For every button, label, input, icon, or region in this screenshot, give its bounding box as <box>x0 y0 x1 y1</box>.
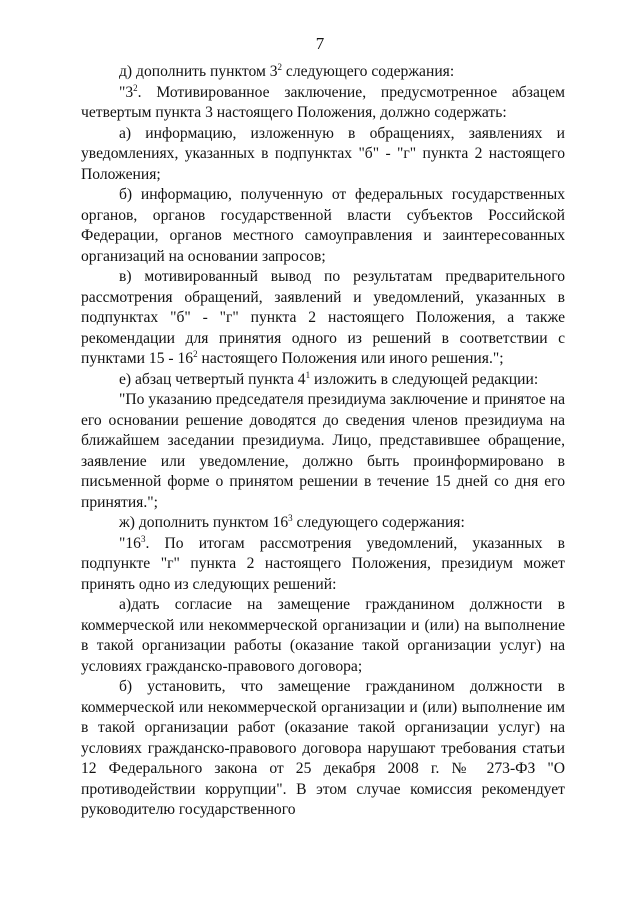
paragraph-decision-a: а)дать согласие на замещение гражданином должности в коммерческой или некоммерческой организации и (или) на выполнение в такой организации работы (оказание такой организации услуг) на условиях гражданско-правового договора; <box>81 596 565 675</box>
paragraph-subitem-v: в) мотивированный вывод по результатам предварительного рассмотрения обращений, заявлений и уведомлений, указанных в подпунктах "б" - "г" пункта 2 настоящего Положения, а также рекомендации для принятия одного из решений в соответствии с пунктами $15 - 16^2$ настоящего Положения или иного решения."; <box>81 268 565 367</box>
superscript: 2 <box>133 82 138 93</box>
paragraph-decision-b: б) установить, что замещение гражданином должности в коммерческой или некоммерческой организации и (или) выполнение им в такой организации работ (оказание такой организации услуг) на условиях гражданско-правового договора нарушают требования статьи 12 Федерального закона от 25 декабря 2008 г. № 273-ФЗ "О противодействии коррупции". В этом случае комиссия рекомендует руководителю государственного <box>81 678 565 818</box>
paragraph-e-point-4-1: е) абзац четвертый пункта $4^1$ изложить в следующей редакции: <box>119 369 539 388</box>
paragraph-point-4-1-text: "По указанию председателя президиума заключение и принятое на его основании решение доводятся до сведения членов президиума на ближайшем заседании президиума. Лицо, представившее обращение, заявление или уведомление, должно быть проинформировано в письменной форме о принятом решении в течение 15 дней со дня его принятия."; <box>81 391 565 511</box>
paragraph-subitem-a: а) информацию, изложенную в обращениях, заявлениях и уведомлениях, указанных в подпунктах "б" - "г" пункта 2 настоящего Положения; <box>81 124 565 183</box>
paragraph-d-add-point-3-2: д) дополнить пунктом $3^2$ следующего содержания: <box>119 62 455 80</box>
paragraph-point-3-2-text: "$3^2$. Мотивированное заключение, предусмотренное абзацем четвертым пункта 3 настоящего Положения, должно содержать: <box>81 82 565 121</box>
paragraph-zh-add-point-16-3: ж) дополнить пунктом $16^3$ следующего содержания: <box>119 513 465 531</box>
superscript: 3 <box>140 533 146 544</box>
document-body <box>81 62 565 821</box>
superscript: 3 <box>288 513 293 523</box>
page-number: 7 <box>315 34 325 53</box>
superscript: 2 <box>277 62 283 72</box>
paragraph-subitem-b: б) информацию, полученную от федеральных государственных органов, органов государственной власти субъектов Российской Федерации, органов местного самоуправления и заинтересованных организаций на основании запросов; <box>81 186 565 265</box>
superscript: 1 <box>305 369 311 380</box>
superscript: 2 <box>193 349 198 359</box>
paragraph-point-16-3-text: "$16^3$. По итогам рассмотрения уведомлений, указанных в подпункте "г" пункта 2 настоящего Положения, президиум может принять одно из следующих решений: <box>81 533 565 593</box>
